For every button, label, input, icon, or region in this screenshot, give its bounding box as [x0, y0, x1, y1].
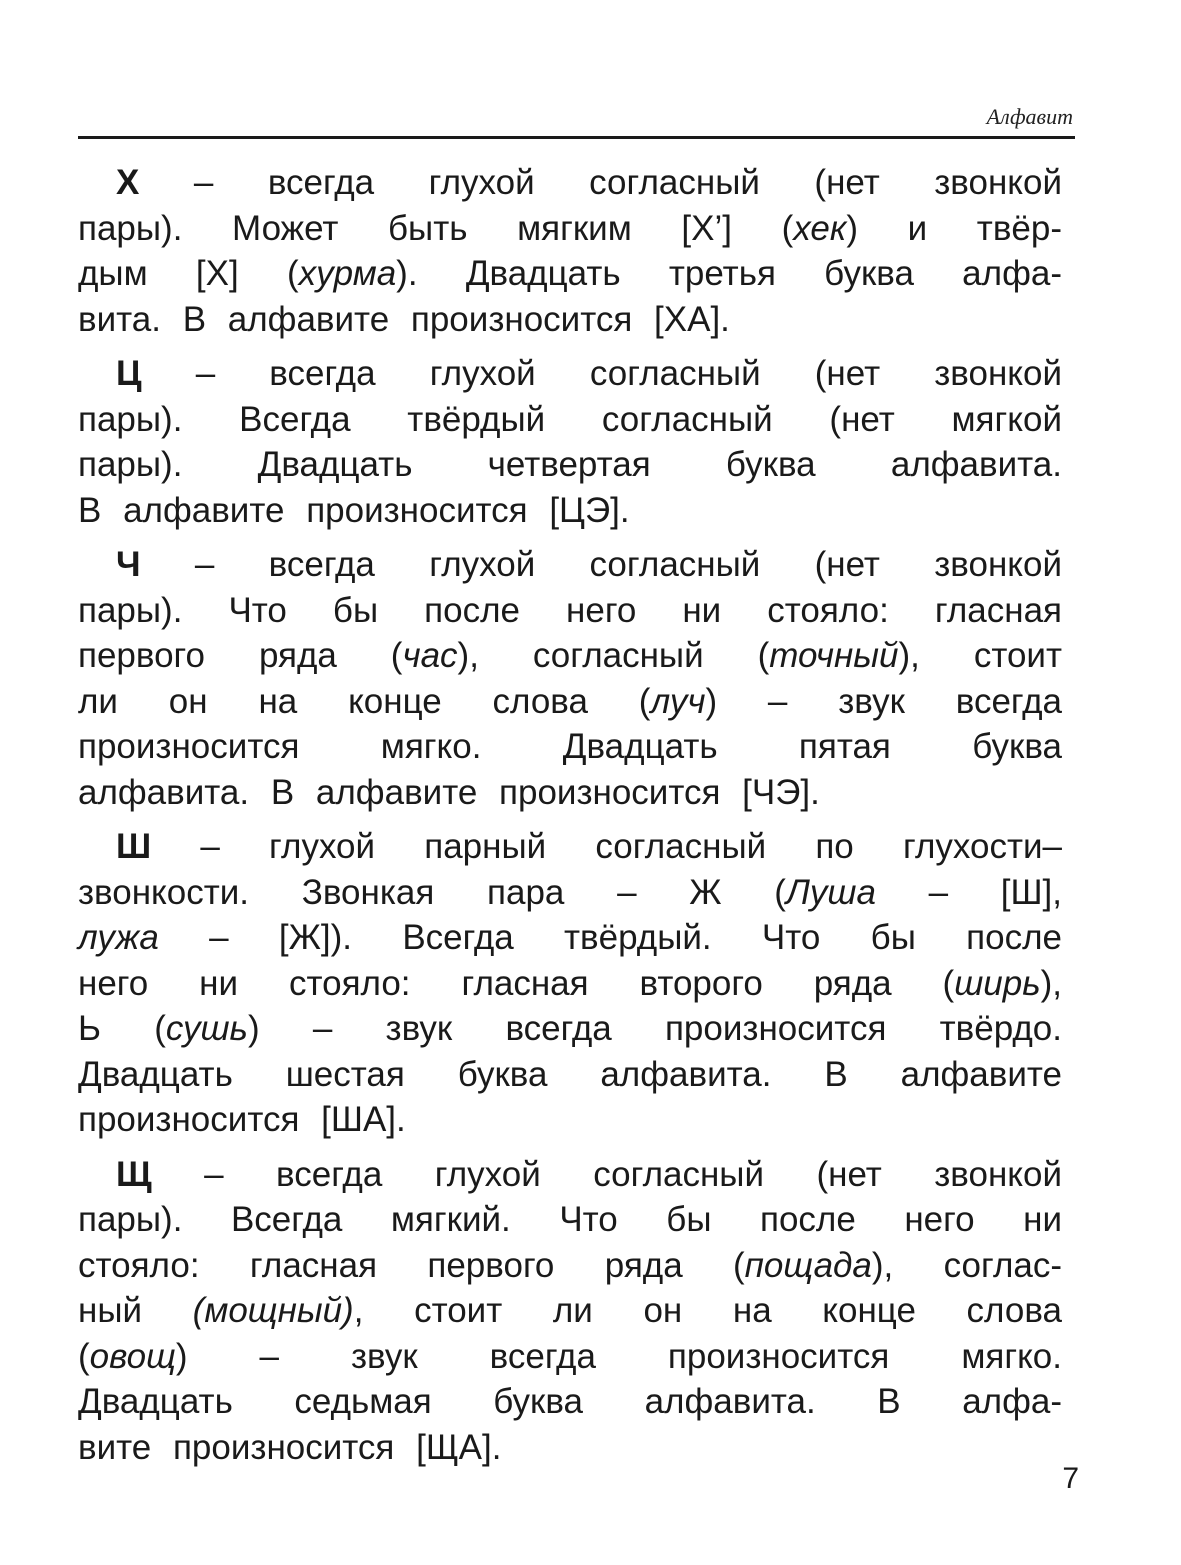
text-segment: пары). Всегда мягкий. Что бы после него ни [78, 1200, 1062, 1239]
text-line [78, 206, 1062, 252]
text-segment: звонкости. Звонкая пара – Ж ( [78, 872, 786, 912]
text-segment: – глухой парный согласный по глухости– [151, 827, 1062, 866]
entry-letter: Ш [116, 827, 152, 866]
text-line [78, 160, 1062, 206]
text-segment: ( [78, 1336, 90, 1376]
example-word: хурма [298, 254, 397, 293]
text-line [78, 1097, 1062, 1143]
example-word: (мощный) [192, 1291, 354, 1330]
text-segment: ), стоит [898, 636, 1062, 675]
text-segment: произносится мягко. Двадцать пятая буква [78, 727, 1062, 766]
text-segment: первого ряда ( [78, 636, 403, 675]
text-line [78, 1334, 1062, 1380]
letter-entry [78, 351, 1062, 533]
text-line [78, 351, 1062, 397]
text-segment: пары). Может быть мягким [Х’] ( [78, 208, 794, 248]
text-segment: пары). Всегда твёрдый согласный (нет мягкой [78, 399, 1062, 439]
example-word: час [402, 636, 458, 675]
letter-entry [78, 160, 1062, 342]
example-word: лужа [78, 918, 159, 957]
text-line [78, 870, 1062, 916]
text-segment: ли он на конце слова ( [78, 681, 651, 721]
text-segment: ) и твёр- [846, 208, 1062, 248]
example-word: хек [793, 208, 847, 248]
letter-entry [78, 542, 1062, 815]
letter-entry [78, 1152, 1062, 1471]
text-line [78, 1152, 1062, 1198]
example-word: точный [769, 636, 899, 675]
entry-letter: Х [116, 163, 140, 202]
text-line [78, 488, 1062, 534]
text-line [78, 1052, 1062, 1098]
text-line [78, 1006, 1062, 1052]
text-segment: – всегда глухой согласный (нет звонкой [141, 354, 1062, 393]
header-rule [78, 136, 1075, 139]
text-segment: Двадцать седьмая буква алфавита. В алфа- [78, 1382, 1062, 1421]
text-segment: произносится [ША]. [78, 1100, 406, 1139]
text-line [78, 397, 1062, 443]
running-header-title: Алфавит [986, 104, 1073, 129]
text-line [78, 1243, 1062, 1289]
text-line [78, 633, 1062, 679]
letter-entry [78, 824, 1062, 1143]
text-segment: ), соглас- [871, 1245, 1062, 1285]
text-segment: ) – звук всегда произносится мягко. [175, 1336, 1062, 1376]
text-line [78, 442, 1062, 488]
text-segment: дым [Х] ( [78, 254, 299, 293]
text-segment: , стоит ли он на конце слова [353, 1291, 1062, 1330]
entry-letter: Ч [116, 545, 141, 584]
example-word: сушь [165, 1009, 248, 1048]
text-segment: Ь ( [78, 1009, 166, 1048]
text-line [78, 1288, 1062, 1334]
text-segment: ), [1040, 963, 1062, 1003]
text-segment: – [Ж]). Всегда твёрдый. Что бы после [158, 918, 1062, 957]
entry-letter: Ц [116, 354, 142, 393]
example-word: ширь [954, 963, 1041, 1003]
text-segment: ) – звук всегда произносится твёрдо. [247, 1009, 1062, 1048]
text-segment: ный [78, 1291, 193, 1330]
text-segment: пары). Двадцать четвертая буква алфавита. [78, 445, 1062, 484]
text-segment: – всегда глухой согласный (нет звонкой [140, 545, 1062, 584]
text-line [78, 824, 1062, 870]
text-line [78, 297, 1062, 343]
example-word: пощада [744, 1245, 872, 1285]
text-segment: ). Двадцать третья буква алфа- [396, 254, 1062, 293]
text-line [78, 251, 1062, 297]
example-word: Луша [785, 872, 876, 912]
page-body [78, 160, 1062, 1479]
text-line [78, 588, 1062, 634]
text-segment: стояло: гласная первого ряда ( [78, 1245, 745, 1285]
text-line [78, 1379, 1062, 1425]
text-segment: вита. В алфавите произносится [ХА]. [78, 299, 730, 339]
text-line [78, 542, 1062, 588]
text-line [78, 915, 1062, 961]
text-segment: пары). Что бы после него ни стояло: гласная [78, 590, 1062, 630]
text-segment: В алфавите произносится [ЦЭ]. [78, 490, 630, 530]
text-segment: – [Ш], [875, 872, 1062, 912]
entry-letter: Щ [116, 1154, 152, 1194]
page-number: 7 [1062, 1462, 1079, 1495]
text-line [78, 961, 1062, 1007]
text-line [78, 679, 1062, 725]
text-segment: ), согласный ( [457, 636, 770, 675]
text-line [78, 770, 1062, 816]
example-word: овощ [89, 1336, 176, 1376]
text-line [78, 724, 1062, 770]
text-segment: – всегда глухой согласный (нет звонкой [151, 1154, 1062, 1194]
text-line [78, 1197, 1062, 1243]
text-segment: вите произносится [ЩА]. [78, 1427, 502, 1467]
text-segment: – всегда глухой согласный (нет звонкой [139, 163, 1062, 202]
text-segment: Двадцать шестая буква алфавита. В алфавите [78, 1054, 1062, 1094]
text-segment: него ни стояло: гласная второго ряда ( [78, 963, 955, 1003]
text-line [78, 1425, 1062, 1471]
text-segment: ) – звук всегда [705, 681, 1062, 721]
text-segment: алфавита. В алфавите произносится [ЧЭ]. [78, 772, 820, 812]
example-word: луч [650, 681, 706, 721]
